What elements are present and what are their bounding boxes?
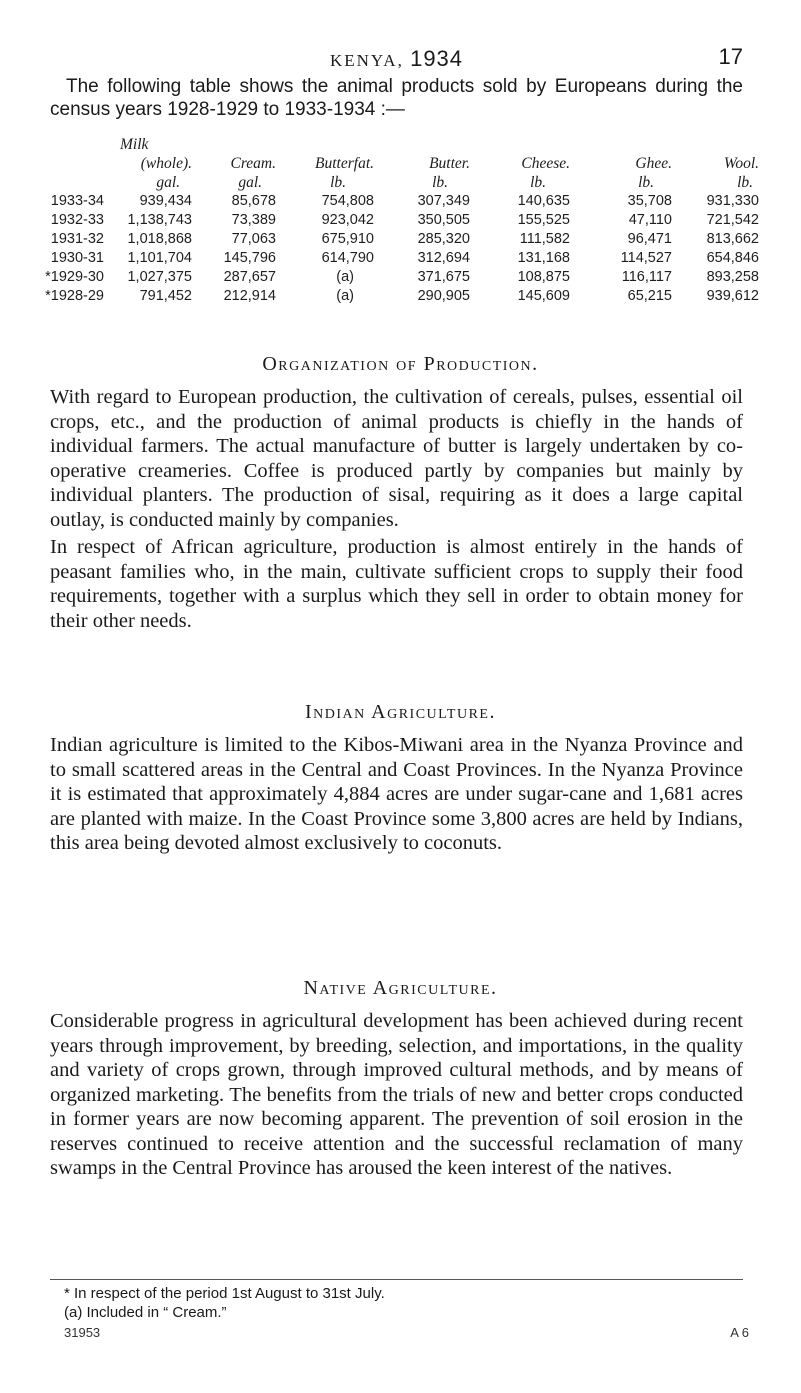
table-cell: 675,910 bbox=[321, 231, 374, 247]
column-header: Butter. bbox=[429, 155, 470, 172]
table-header-row bbox=[20, 154, 765, 173]
column-header: Wool. bbox=[723, 155, 759, 172]
row-year: 1933-34 bbox=[50, 193, 104, 209]
table-cell: 939,434 bbox=[139, 193, 192, 209]
table-cell: 654,846 bbox=[706, 250, 759, 266]
section-body-native-agriculture bbox=[50, 1009, 743, 1181]
table-cell: 614,790 bbox=[321, 250, 374, 266]
section-title-native-agriculture: Native Agriculture. bbox=[303, 977, 498, 999]
table-cell: 939,612 bbox=[706, 288, 759, 304]
intro-text: The following table shows the animal products sold by Europeans during the census years 1928-1929 to 1933-1934 :— bbox=[50, 76, 743, 120]
table-cell: 108,875 bbox=[517, 269, 570, 285]
body-paragraph: Indian agriculture is limited to the Kibos-Miwani area in the Nyanza Province and to small scattered areas in the Central and Coast Provinces. In the Nyanza Province it is estimated that approximately 4,884 acres are under sugar-cane and 1,681 acres are planted with maize. In the Coast Province some 3,800 acres are held by Indians, this area being devoted almost exclusively to coconuts. bbox=[50, 734, 743, 854]
footnote: * In respect of the period 1st August to 31st July. bbox=[64, 1285, 385, 1302]
column-header: (whole). bbox=[140, 155, 192, 172]
section-body-organization bbox=[50, 385, 743, 633]
print-code: 31953 bbox=[64, 1325, 101, 1340]
running-title-year: 1934 bbox=[410, 46, 464, 71]
table-cell: 47,110 bbox=[628, 212, 672, 228]
running-title bbox=[50, 46, 743, 72]
running-title-text: KENYA, bbox=[329, 51, 404, 70]
footnote-divider bbox=[50, 1279, 743, 1280]
table-cell: 791,452 bbox=[139, 288, 192, 304]
table-cell: 307,349 bbox=[417, 193, 470, 209]
signature-mark: A 6 bbox=[730, 1325, 749, 1340]
table-cell: 145,609 bbox=[517, 288, 570, 304]
table-cell: 35,708 bbox=[627, 193, 672, 209]
table-cell: 893,258 bbox=[706, 269, 759, 285]
table-cell: 155,525 bbox=[517, 212, 570, 228]
table-cell: 1,027,375 bbox=[127, 269, 192, 285]
table-cell: 1,138,743 bbox=[127, 212, 192, 228]
table-cell: 350,505 bbox=[417, 212, 470, 228]
row-year: 1930-31 bbox=[50, 250, 104, 266]
table-row bbox=[20, 230, 765, 249]
table-cell: 65,215 bbox=[627, 288, 672, 304]
page-number: 17 bbox=[718, 44, 743, 69]
column-header: Cheese. bbox=[521, 155, 570, 172]
body-paragraph: In respect of African agriculture, production is almost entirely in the hands of peasant families who, in the main, cultivate sufficient crops to supply their food requirements, together with a surplus which they sell in order to obtain money for their other needs. bbox=[50, 536, 743, 632]
table-cell: 754,808 bbox=[321, 193, 374, 209]
table-cell: 111,582 bbox=[519, 231, 570, 247]
row-year: *1928-29 bbox=[45, 288, 104, 304]
table-cell: 73,389 bbox=[231, 212, 276, 228]
intro-paragraph bbox=[50, 75, 743, 121]
table-cell: 145,796 bbox=[223, 250, 276, 266]
row-year: 1932-33 bbox=[50, 212, 104, 228]
section-title-organization: Organization of Production. bbox=[262, 353, 539, 375]
column-unit: lb. bbox=[432, 174, 448, 191]
table-unit-row bbox=[20, 173, 765, 192]
table-cell: 114,527 bbox=[620, 250, 672, 266]
table-cell: 96,471 bbox=[627, 231, 672, 247]
section-body-indian-agriculture bbox=[50, 733, 743, 856]
table-cell: 85,678 bbox=[231, 193, 276, 209]
table-cell: (a) bbox=[336, 269, 354, 285]
table-row bbox=[20, 192, 765, 211]
footnotes bbox=[64, 1284, 744, 1322]
table-cell: 1,101,704 bbox=[127, 250, 192, 266]
row-year: *1929-30 bbox=[45, 269, 104, 285]
table-header-row-top bbox=[20, 135, 765, 154]
column-header: Butterfat. bbox=[315, 155, 374, 172]
footnote: (a) Included in “ Cream.” bbox=[64, 1304, 227, 1321]
column-unit: lb. bbox=[530, 174, 546, 191]
table-row bbox=[20, 268, 765, 287]
table-cell: 287,657 bbox=[223, 269, 276, 285]
table-cell: (a) bbox=[336, 288, 354, 304]
table-row bbox=[20, 287, 765, 306]
column-unit: lb. bbox=[737, 174, 753, 191]
column-unit: lb. bbox=[330, 174, 346, 191]
animal-products-table bbox=[20, 135, 765, 306]
column-header-top: Milk bbox=[120, 136, 149, 153]
table-cell: 923,042 bbox=[321, 212, 374, 228]
table-cell: 77,063 bbox=[231, 231, 276, 247]
table-cell: 140,635 bbox=[517, 193, 570, 209]
body-paragraph: Considerable progress in agricultural development has been achieved during recent years through improvement, by breeding, selection, and importations, in the quality and variety of crops grown, through improved cultural methods, and by means of organized marketing. The benefits from the trials of new and better crops conducted in former years are now becoming apparent. The prevention of soil erosion in the reserves continued to receive attention and the successful reclamation of many swamps in the Central Province has aroused the keen interest of the natives. bbox=[50, 1010, 743, 1179]
running-header bbox=[50, 44, 743, 74]
row-year: 1931-32 bbox=[50, 231, 104, 247]
table-row bbox=[20, 211, 765, 230]
table-cell: 931,330 bbox=[706, 193, 759, 209]
section-title-indian-agriculture: Indian Agriculture. bbox=[305, 701, 496, 723]
table-cell: 371,675 bbox=[417, 269, 470, 285]
table-cell: 312,694 bbox=[417, 250, 470, 266]
table-cell: 290,905 bbox=[417, 288, 470, 304]
column-header: Cream. bbox=[230, 155, 276, 172]
table-cell: 1,018,868 bbox=[127, 231, 192, 247]
column-unit: gal. bbox=[156, 174, 180, 191]
table-cell: 813,662 bbox=[706, 231, 759, 247]
table-cell: 212,914 bbox=[223, 288, 276, 304]
table-cell: 721,542 bbox=[706, 212, 759, 228]
column-unit: gal. bbox=[238, 174, 262, 191]
table-cell: 116,117 bbox=[621, 269, 672, 285]
body-paragraph: With regard to European production, the cultivation of cereals, pulses, essential oil crops, etc., and the production of animal products is chiefly in the hands of individual farmers. The actual manufacture of butter is largely undertaken by co-operative creameries. Coffee is produced partly by companies but mainly by individual planters. The production of sisal, requiring as it does a large capital outlay, is conducted mainly by companies. bbox=[50, 386, 743, 531]
table-row bbox=[20, 249, 765, 268]
column-unit: lb. bbox=[638, 174, 654, 191]
column-header: Ghee. bbox=[635, 155, 672, 172]
table-cell: 285,320 bbox=[417, 231, 470, 247]
table-cell: 131,168 bbox=[517, 250, 570, 266]
